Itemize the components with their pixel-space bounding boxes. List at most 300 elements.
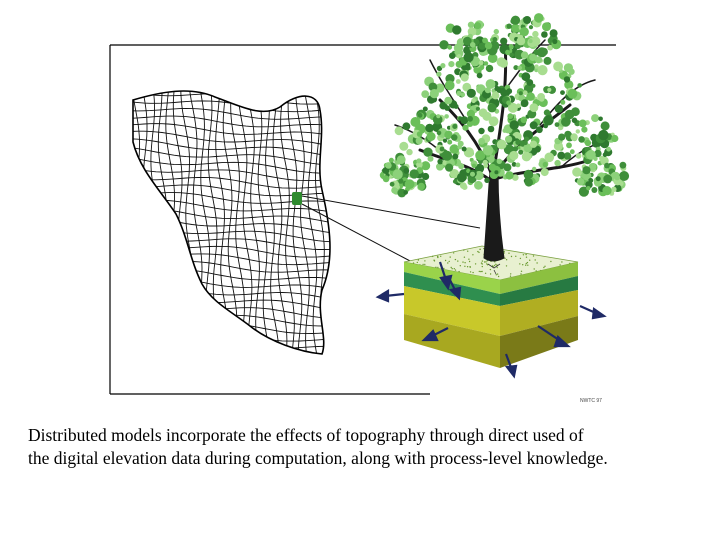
leaf-cluster [444,114,449,119]
grass-speckle [418,259,419,260]
leaf-cluster [492,92,500,100]
leaf-cluster [599,156,604,161]
leaf-cluster [417,131,423,137]
leaf-cluster [519,91,523,95]
mesh-row-line [126,330,336,341]
leaf-cluster [430,89,439,98]
leaf-cluster [553,62,563,72]
leaf-cluster [423,148,432,157]
mesh-column-line [281,82,295,358]
leaf-cluster [425,124,434,133]
grass-speckle [535,259,536,260]
grass-speckle [450,256,451,257]
leaf-cluster [541,168,549,176]
grass-speckle [482,260,483,261]
leaf-cluster [543,124,548,129]
leaf-cluster [570,149,575,154]
grass-speckle [522,264,523,265]
grass-speckle [506,259,507,260]
leaf-cluster [456,61,463,68]
grass-speckle [472,272,473,273]
leaf-cluster [478,128,484,134]
leaf-cluster [558,134,565,141]
leaf-cluster [476,107,480,111]
grass-speckle [510,276,511,277]
leaf-cluster [557,152,565,160]
grass-speckle [526,263,527,264]
mesh-row-line [126,320,336,333]
leaf-cluster [399,142,408,151]
leaf-cluster [416,137,423,144]
leaf-cluster [540,48,548,56]
leaf-cluster [585,140,591,146]
grass-speckle [490,273,491,274]
leaf-cluster [560,90,565,95]
leaf-cluster [452,154,458,160]
leaf-cluster [586,186,590,190]
leaf-cluster [603,152,608,157]
leaf-cluster [530,103,539,112]
leaf-cluster [454,104,459,109]
leaf-cluster [601,121,610,130]
leaf-cluster [489,164,496,171]
grass-speckle [437,267,438,268]
leaf-cluster [505,50,510,55]
leaf-cluster [390,182,395,187]
leaf-cluster [440,63,445,68]
grass-speckle [527,265,528,266]
mesh-row-line [126,124,336,137]
leaf-cluster [440,42,445,47]
grass-speckle [490,269,491,270]
grass-speckle [434,260,435,261]
grass-speckle [508,253,509,254]
leaf-cluster [523,141,528,146]
leaf-cluster [521,99,529,107]
leaf-cluster [393,169,403,179]
mesh-row-line [126,254,336,265]
leaf-cluster [484,61,488,65]
mesh-column-line [238,82,252,358]
leaf-cluster [467,89,476,98]
leaf-cluster [443,139,447,143]
grass-speckle [504,251,505,252]
grass-speckle [495,264,496,265]
leaf-cluster [385,162,392,169]
leaf-cluster [450,144,460,154]
leaf-cluster [488,126,495,133]
leaf-cluster [567,89,577,99]
leaf-cluster [389,158,394,163]
grass-speckle [413,262,414,263]
leaf-cluster [606,147,611,152]
leaf-cluster [479,60,484,65]
leaf-cluster [500,38,507,45]
grass-speckle [460,265,461,266]
leaf-cluster [516,163,521,168]
leaf-cluster [614,175,620,181]
leaf-cluster [529,25,533,29]
leaf-cluster [531,84,535,88]
leaf-cluster [560,100,565,105]
leaf-cluster [421,90,429,98]
leaf-cluster [505,136,512,143]
leaf-cluster [418,183,425,190]
mesh-column-line [323,82,337,358]
grass-speckle [484,261,485,262]
leaf-cluster [579,120,587,128]
leaf-cluster [564,63,573,72]
leaf-cluster [456,79,461,84]
grass-speckle [453,252,454,253]
grass-speckle [451,267,452,268]
grass-speckle [417,262,418,263]
leaf-cluster [483,145,493,155]
grass-speckle [544,266,545,267]
leaf-cluster [478,138,485,145]
grass-speckle [447,262,448,263]
grass-speckle [525,265,526,266]
grass-speckle [457,260,458,261]
leaf-cluster [565,110,575,120]
leaf-cluster [456,91,461,96]
leaf-cluster [510,53,514,57]
leaf-cluster [554,160,560,166]
leaf-cluster [458,116,462,120]
leaf-cluster [395,126,404,135]
leaf-cluster [457,173,467,183]
leaf-cluster [515,140,521,146]
leaf-cluster [436,114,440,118]
leaf-cluster [582,166,590,174]
leaf-cluster [398,179,403,184]
leaf-cluster [437,131,442,136]
mesh-column-line [296,82,310,358]
leaf-cluster [521,117,528,124]
leaf-cluster [494,29,499,34]
leaf-cluster [416,158,421,163]
leaf-cluster [577,83,582,88]
leaf-cluster [522,152,531,161]
grass-speckle [534,268,535,269]
grass-speckle [470,271,471,272]
mesh-row-line [126,300,336,318]
leaf-cluster [485,87,491,93]
grass-speckle [435,267,436,268]
grass-speckle [454,268,455,269]
grass-speckle [445,260,446,261]
grass-speckle [525,254,526,255]
leaf-cluster [437,159,443,165]
leaf-cluster [510,120,519,129]
grass-speckle [477,251,478,252]
grass-speckle [515,256,516,257]
leaf-cluster [611,135,618,142]
leaf-cluster [464,52,474,62]
grass-speckle [432,256,433,257]
leaf-cluster [472,164,476,168]
grass-speckle [464,266,465,267]
leaf-cluster [453,179,457,183]
leaf-cluster [598,117,603,122]
grass-speckle [536,262,537,263]
leaf-cluster [555,105,563,113]
grass-speckle [424,260,425,261]
mesh-row-line [126,353,336,366]
leaf-cluster [470,42,476,48]
leaf-cluster [479,108,488,117]
grass-speckle [536,270,537,271]
caption [28,424,708,470]
leaf-cluster [517,66,522,71]
leaf-cluster [526,92,535,101]
leaf-cluster [499,59,508,68]
grass-speckle [472,254,473,255]
leaf-cluster [535,56,542,63]
grass-speckle [455,259,456,260]
leaf-cluster [428,156,434,162]
leaf-cluster [532,167,536,171]
grass-speckle [506,265,507,266]
grass-speckle [422,264,423,265]
leaf-cluster [452,25,461,34]
grass-speckle [481,271,482,272]
leaf-cluster [467,121,473,127]
leaf-cluster [461,73,469,81]
leaf-cluster [449,52,456,59]
mesh-row-line [126,361,336,377]
leaf-cluster [516,103,521,108]
grass-speckle [561,261,562,262]
mesh-row-line [126,262,336,273]
leaf-cluster [620,162,627,169]
leaf-cluster [547,88,551,92]
leaf-cluster [391,187,397,193]
leaf-cluster [543,162,548,167]
mesh-column-line [181,82,195,358]
leaf-cluster [619,171,629,181]
leaf-cluster [410,117,420,127]
leaf-cluster [581,127,587,133]
leaf-cluster [468,22,474,28]
leaf-cluster [506,88,512,94]
mesh-row-line [126,338,336,349]
grass-speckle [467,251,468,252]
leaf-cluster [511,16,520,25]
grass-speckle [519,263,520,264]
grass-speckle [424,264,425,265]
leaf-cluster [507,24,512,29]
catchment-dem-grid [123,80,344,376]
leaf-cluster [521,51,528,58]
leaf-cluster [493,37,498,42]
grass-speckle [533,255,534,256]
leaf-cluster [470,172,475,177]
leaf-cluster [511,24,520,33]
highlighted-grid-cell [292,192,302,205]
leaf-cluster [564,76,570,82]
mesh-column-line [123,82,137,358]
grass-speckle [497,273,498,274]
grass-speckle [494,265,495,266]
leaf-cluster [572,118,578,124]
grass-speckle [475,263,476,264]
leaf-cluster [545,153,555,163]
leaf-cluster [588,178,593,183]
leaf-cluster [403,168,409,174]
grass-speckle [464,262,465,263]
grass-speckle [550,261,551,262]
leaf-cluster [602,186,611,195]
grass-speckle [480,271,481,272]
grass-speckle [467,266,468,267]
leaf-cluster [462,184,468,190]
leaf-cluster [591,114,599,122]
grass-speckle [543,267,544,268]
leaf-cluster [471,98,476,103]
leaf-cluster [467,116,473,122]
leaf-cluster [448,61,454,67]
grass-speckle [494,261,495,262]
leaf-cluster [552,39,557,44]
leaf-cluster [485,42,492,49]
leaf-cluster [483,160,488,165]
grass-speckle [479,249,480,250]
leaf-cluster [509,151,518,160]
leaf-cluster [484,178,489,183]
leaf-cluster [572,167,581,176]
leaf-cluster [445,164,453,172]
leaf-cluster [442,151,452,161]
leaf-cluster [488,103,497,112]
leaf-cluster [447,140,452,145]
mesh-row-line [126,91,336,104]
leaf-cluster [403,122,411,130]
grass-speckle [479,271,480,272]
grass-speckle [523,254,524,255]
grass-speckle [510,273,511,274]
grass-speckle [452,268,453,269]
grass-speckle [469,266,470,267]
grass-speckle [498,276,499,277]
leaf-cluster [517,37,526,46]
leaf-cluster [383,175,390,182]
grass-speckle [437,256,438,257]
leaf-cluster [566,142,572,148]
leaf-cluster [507,113,513,119]
leaf-cluster [537,93,545,101]
leaf-cluster [542,22,551,31]
leaf-cluster [506,101,511,106]
leaf-cluster [454,43,463,52]
leaf-cluster [530,141,537,148]
caption-line-1: Distributed models incorporate the effects of topography through direct used of [28,425,584,445]
leaf-cluster [447,45,452,50]
grass-speckle [468,259,469,260]
leaf-cluster [598,130,608,140]
leaf-cluster [457,145,462,150]
grass-speckle [496,274,497,275]
leaf-cluster [486,65,493,72]
grass-speckle [521,271,522,272]
leaf-cluster [427,132,436,141]
leaf-cluster [570,133,577,140]
leaf-cluster [523,16,531,24]
leaf-cluster [494,170,498,174]
leaf-cluster [410,169,419,178]
figure-credit: NWTC 97 [580,398,602,404]
grass-speckle [455,269,456,270]
leaf-cluster [525,178,533,186]
leaf-cluster [505,171,513,179]
grass-speckle [463,249,464,250]
mesh-column-line [273,82,287,358]
leaf-cluster [444,97,452,105]
leaf-cluster [403,190,408,195]
leaf-cluster [550,29,558,37]
leaf-cluster [529,39,533,43]
leaf-cluster [489,116,499,126]
leaf-cluster [603,175,612,184]
leaf-cluster [405,180,413,188]
leaf-cluster [518,150,523,155]
leaf-cluster [451,134,457,140]
leaf-cluster [532,31,538,37]
leaf-cluster [577,178,585,186]
grass-speckle [520,273,521,274]
leaf-cluster [497,140,507,150]
grass-speckle [469,261,470,262]
leaf-cluster [578,136,585,143]
grass-speckle [511,256,512,257]
leaf-cluster [406,149,412,155]
leaf-cluster [418,113,423,118]
grass-speckle [462,261,463,262]
grass-speckle [485,273,486,274]
leaf-cluster [466,63,470,67]
leaf-cluster [474,181,483,190]
leaf-cluster [537,65,547,75]
grass-speckle [526,257,527,258]
leaf-cluster [523,90,528,95]
leaf-cluster [534,13,544,23]
leaf-cluster [591,187,597,193]
grass-speckle [458,271,459,272]
leaf-cluster [497,159,502,164]
leaf-cluster [555,122,560,127]
leaf-cluster [541,31,548,38]
leaf-cluster [604,163,610,169]
grass-speckle [482,263,483,264]
tree-canopy [380,13,629,197]
leaf-cluster [474,22,481,29]
grass-speckle [497,267,498,268]
grass-speckle [529,260,530,261]
mesh-column-line [266,82,280,358]
grass-speckle [485,261,486,262]
leaf-cluster [436,72,441,77]
leaf-cluster [445,81,455,91]
grass-speckle [449,261,450,262]
leaf-cluster [479,43,486,50]
mesh-column-line [208,82,222,358]
leaf-cluster [462,147,467,152]
grass-speckle [464,257,465,258]
soil-column-block [404,246,578,368]
leaf-cluster [440,147,445,152]
leaf-cluster [593,157,597,161]
leaf-cluster [576,129,580,133]
